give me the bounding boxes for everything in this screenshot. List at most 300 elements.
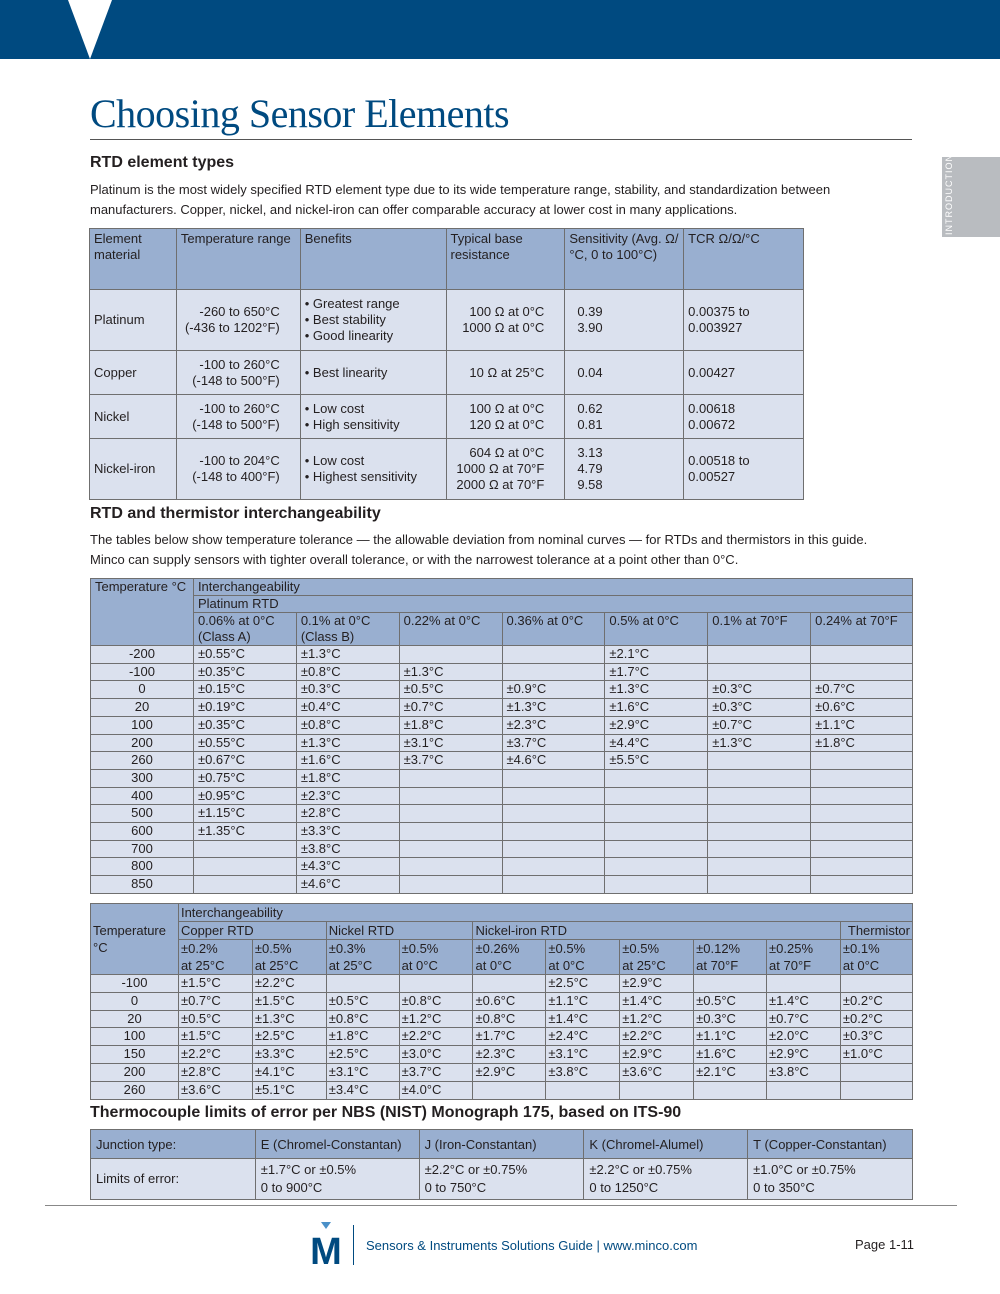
table-cell [708, 876, 811, 894]
column-header: TCR Ω/Ω/°C [684, 229, 804, 290]
table-cell: ±2.9°C [620, 975, 694, 993]
table-cell: ±2.3°C [296, 787, 399, 805]
temperature-cell: 800 [91, 858, 194, 876]
table-cell: ±1.8°C [326, 1028, 399, 1046]
temperature-cell: 200 [91, 734, 194, 752]
page-title: Choosing Sensor Elements [90, 91, 510, 136]
temperature-cell: 850 [91, 876, 194, 894]
group-header: Interchangeability [193, 579, 912, 596]
temperature-cell: 20 [91, 699, 194, 717]
table-cell: ±2.8°C [296, 805, 399, 823]
table-cell: ±3.3°C [252, 1046, 326, 1064]
table-cell [399, 823, 502, 841]
table-cell: ±0.55°C [193, 646, 296, 664]
thermocouple-table [90, 1129, 913, 1200]
table-cell [502, 787, 605, 805]
section-heading-interchangeability: RTD and thermistor interchangeability [90, 505, 381, 522]
table-cell [811, 840, 913, 858]
table-row [90, 439, 804, 500]
minco-logo-icon [308, 1222, 344, 1266]
table-cell: ±3.8°C [296, 840, 399, 858]
table-row [91, 858, 913, 876]
table-row [91, 1063, 913, 1081]
table-cell: ±1.1°C [811, 716, 913, 734]
table-cell: ±1.7°C [605, 663, 708, 681]
column-header: Typical base resistance [446, 229, 565, 290]
table-cell: ±2.9°C [620, 1046, 694, 1064]
table-cell: ±2.0°C [767, 1028, 841, 1046]
table-cell: ±3.7°C [399, 752, 502, 770]
material-cell: Nickel-iron [90, 439, 177, 500]
table-cell: ±3.1°C [546, 1046, 620, 1064]
temperature-cell: 600 [91, 823, 194, 841]
table-cell [502, 769, 605, 787]
column-header: Sensitivity (Avg. Ω/°C, 0 to 100°C) [565, 229, 684, 290]
table-cell: ±3.8°C [767, 1063, 841, 1081]
top-banner [0, 0, 1000, 59]
table-cell: ±1.7°C [473, 1028, 546, 1046]
table-cell [811, 805, 913, 823]
temperature-cell: 100 [91, 1028, 179, 1046]
table-cell: ±2.5°C [252, 1028, 326, 1046]
side-tab [942, 154, 1000, 237]
table-cell [708, 769, 811, 787]
table-cell: 10 Ω at 25°C [446, 351, 565, 395]
table-row [91, 681, 913, 699]
temperature-cell: -100 [91, 663, 194, 681]
section-heading-thermocouple: Thermocouple limits of error per NBS (NIST) Monograph 175, based on ITS-90 [90, 1104, 682, 1121]
footer-rule [45, 1205, 957, 1206]
table-cell [767, 975, 841, 993]
table-cell [811, 787, 913, 805]
table-cell: ±0.8°C [296, 663, 399, 681]
table-cell: ±0.7°C [399, 699, 502, 717]
table-cell: 0.04 [565, 351, 684, 395]
table-cell [193, 876, 296, 894]
table-cell: ±2.8°C [178, 1063, 252, 1081]
column-header: ±0.5% at 0°C [399, 940, 473, 975]
column-header: Element material [90, 229, 177, 290]
column-header: 0.24% at 70°F [811, 613, 913, 646]
table-cell: ±1.1°C [694, 1028, 767, 1046]
table-cell: ±1.7°C or ±0.5% 0 to 900°C [255, 1159, 419, 1200]
table-cell [708, 823, 811, 841]
table-cell: ±0.6°C [473, 992, 546, 1010]
column-header: Junction type: [91, 1130, 256, 1159]
banner-notch-icon [68, 0, 112, 59]
column-header: 0.1% at 70°F [708, 613, 811, 646]
table-cell: ±0.8°C [399, 992, 473, 1010]
table-cell [605, 787, 708, 805]
table-cell [708, 805, 811, 823]
table-cell [694, 1081, 767, 1099]
table-cell [840, 1081, 912, 1099]
table-cell: ±2.2°C [252, 975, 326, 993]
table-cell: ±2.1°C [605, 646, 708, 664]
table-cell: ±2.2°C [399, 1028, 473, 1046]
temperature-cell: 300 [91, 769, 194, 787]
table-cell: ±1.8°C [399, 716, 502, 734]
table-cell [399, 769, 502, 787]
row-label: Limits of error: [91, 1159, 256, 1200]
table-cell: ±4.6°C [296, 876, 399, 894]
table-cell: ±1.8°C [296, 769, 399, 787]
table-cell: ±1.3°C [502, 699, 605, 717]
table-cell: ±0.6°C [811, 699, 913, 717]
table-cell: ±1.3°C [296, 646, 399, 664]
material-cell: Platinum [90, 290, 177, 351]
column-header: ±0.5% at 25°C [620, 940, 694, 975]
table-cell: ±1.6°C [296, 752, 399, 770]
table-cell: -260 to 650°C (-436 to 1202°F) [176, 290, 300, 351]
temperature-cell: 400 [91, 787, 194, 805]
table-cell [605, 823, 708, 841]
page-number: Page 1-11 [855, 1237, 915, 1252]
table-row [91, 805, 913, 823]
table-cell [811, 752, 913, 770]
table-cell: ±4.0°C [399, 1081, 473, 1099]
table-row [91, 1081, 913, 1099]
section-heading-rtd-types: RTD element types [90, 154, 235, 171]
table-cell [473, 975, 546, 993]
table-cell: ±1.2°C [620, 1010, 694, 1028]
table-cell: ±2.5°C [546, 975, 620, 993]
table-cell: ±1.3°C [605, 681, 708, 699]
table-header-row [90, 229, 804, 290]
table-cell [811, 663, 913, 681]
table-cell [708, 663, 811, 681]
table-cell [399, 646, 502, 664]
table-cell: ±3.4°C [326, 1081, 399, 1099]
section-intro-interchangeability: The tables below show temperature tolerance — the allowable deviation from nominal curves — for RTDs and thermistors in this guide. Minco can supply sensors with tighter overall tolerance, or with the narrowest tolerance at a point other than 0°C. [90, 532, 868, 567]
table-row [90, 395, 804, 439]
table-cell: 100 Ω at 0°C 1000 Ω at 0°C [446, 290, 565, 351]
table-cell: ±4.6°C [502, 752, 605, 770]
table-cell: ±0.7°C [178, 992, 252, 1010]
table-cell: ±1.15°C [193, 805, 296, 823]
table-cell: ±3.1°C [399, 734, 502, 752]
table-cell: ±0.75°C [193, 769, 296, 787]
table-row [91, 769, 913, 787]
table-cell [694, 975, 767, 993]
table-cell: ±2.3°C [502, 716, 605, 734]
column-header: Benefits [300, 229, 446, 290]
table-cell: ±1.0°C [840, 1046, 912, 1064]
table-cell: ±3.1°C [326, 1063, 399, 1081]
table-row [91, 975, 913, 993]
table-cell [605, 805, 708, 823]
table-cell: ±0.2°C [840, 992, 912, 1010]
table-cell: ±0.5°C [326, 992, 399, 1010]
table-cell: ±1.3°C [296, 734, 399, 752]
table-cell: ±3.0°C [399, 1046, 473, 1064]
table-cell [605, 858, 708, 876]
table-cell: ±1.3°C [252, 1010, 326, 1028]
table-cell: ±2.4°C [546, 1028, 620, 1046]
column-header: T (Copper-Constantan) [748, 1130, 913, 1159]
table-cell: ±2.3°C [473, 1046, 546, 1064]
table-cell [399, 975, 473, 993]
table-row [91, 734, 913, 752]
table-row [91, 752, 913, 770]
table-cell: ±1.4°C [620, 992, 694, 1010]
table-cell: ±4.3°C [296, 858, 399, 876]
table-cell [546, 1081, 620, 1099]
table-cell [502, 646, 605, 664]
table-cell: ±0.67°C [193, 752, 296, 770]
temperature-header: Temperature °C [91, 579, 194, 646]
table-cell: 0.62 0.81 [565, 395, 684, 439]
table-cell: ±0.3°C [708, 699, 811, 717]
table-cell [399, 876, 502, 894]
table-cell: ±3.6°C [620, 1063, 694, 1081]
sub-header: Platinum RTD [193, 596, 912, 613]
table-cell: ±0.15°C [193, 681, 296, 699]
table-cell: -100 to 260°C (-148 to 500°F) [176, 395, 300, 439]
table-cell: ±1.3°C [399, 663, 502, 681]
table-cell [708, 646, 811, 664]
table-row [91, 663, 913, 681]
temperature-cell: 100 [91, 716, 194, 734]
table-cell: ±1.6°C [605, 699, 708, 717]
footer-divider [353, 1225, 354, 1265]
column-header: 0.5% at 0°C [605, 613, 708, 646]
table-row [91, 1159, 913, 1200]
table-row [91, 699, 913, 717]
table-cell [473, 1081, 546, 1099]
table-row [91, 716, 913, 734]
table-cell: ±0.3°C [840, 1028, 912, 1046]
table-cell [605, 840, 708, 858]
table-cell: ±0.2°C [840, 1010, 912, 1028]
table-cell: ±0.7°C [767, 1010, 841, 1028]
table-cell: ±0.3°C [708, 681, 811, 699]
table-cell: 100 Ω at 0°C 120 Ω at 0°C [446, 395, 565, 439]
table-cell: ±4.1°C [252, 1063, 326, 1081]
column-header: ±0.5% at 25°C [252, 940, 326, 975]
table-cell [605, 876, 708, 894]
table-cell: ±3.6°C [178, 1081, 252, 1099]
table-cell [399, 805, 502, 823]
temperature-cell: 0 [91, 992, 179, 1010]
column-header: ±0.26% at 0°C [473, 940, 546, 975]
table-row [91, 787, 913, 805]
temperature-header: Temperature °C [91, 904, 179, 975]
table-cell: ±1.5°C [178, 975, 252, 993]
table-cell: ±1.5°C [252, 992, 326, 1010]
table-cell [767, 1081, 841, 1099]
table-row [91, 646, 913, 664]
platinum-interchangeability-table [90, 578, 913, 894]
group-nickel: Nickel RTD [326, 922, 473, 940]
table-cell [193, 840, 296, 858]
table-cell: ±0.35°C [193, 663, 296, 681]
table-cell [399, 858, 502, 876]
table-row [91, 1046, 913, 1064]
table-cell: ±0.7°C [811, 681, 913, 699]
table-cell: ±2.2°C [620, 1028, 694, 1046]
table-cell [502, 876, 605, 894]
table-cell: ±1.2°C [399, 1010, 473, 1028]
table-cell: • Low cost • Highest sensitivity [300, 439, 446, 500]
table-cell [811, 876, 913, 894]
table-cell: ±0.35°C [193, 716, 296, 734]
section-intro-rtd-types: Platinum is the most widely specified RTD element type due to its wide temperature range, stability, and standardization between manufacturers. Copper, nickel, and nickel-iron can offer comparable accuracy at lower cost in many applications. [90, 182, 831, 217]
table-cell: ±2.9°C [473, 1063, 546, 1081]
column-header: ±0.25% at 70°F [767, 940, 841, 975]
group-copper: Copper RTD [178, 922, 326, 940]
title-rule [90, 139, 912, 140]
table-cell: ±2.9°C [605, 716, 708, 734]
table-cell: ±1.4°C [767, 992, 841, 1010]
column-header: ±0.3% at 25°C [326, 940, 399, 975]
temperature-cell: -200 [91, 646, 194, 664]
table-cell [193, 858, 296, 876]
table-cell: 0.00427 [684, 351, 804, 395]
temperature-cell: 20 [91, 1010, 179, 1028]
table-cell: ±0.8°C [326, 1010, 399, 1028]
table-cell: ±2.2°C or ±0.75% 0 to 750°C [419, 1159, 584, 1200]
column-header: ±0.1% at 0°C [840, 940, 912, 975]
table-row [90, 290, 804, 351]
column-header: ±0.12% at 70°F [694, 940, 767, 975]
material-cell: Nickel [90, 395, 177, 439]
column-header: J (Iron-Constantan) [419, 1130, 584, 1159]
table-cell: ±1.35°C [193, 823, 296, 841]
table-cell: ±0.8°C [296, 716, 399, 734]
table-cell: ±1.1°C [546, 992, 620, 1010]
table-cell: ±2.2°C [178, 1046, 252, 1064]
table-cell: ±0.3°C [694, 1010, 767, 1028]
temperature-cell: 0 [91, 681, 194, 699]
column-header: K (Chromel-Alumel) [584, 1130, 748, 1159]
column-header: 0.36% at 0°C [502, 613, 605, 646]
column-header: ±0.5% at 0°C [546, 940, 620, 975]
table-cell: ±2.5°C [326, 1046, 399, 1064]
group-nickel-iron: Nickel-iron RTD [473, 922, 840, 940]
table-cell: ±0.19°C [193, 699, 296, 717]
column-header: E (Chromel-Constantan) [255, 1130, 419, 1159]
table-cell: ±2.1°C [694, 1063, 767, 1081]
group-header: Interchangeability [178, 904, 912, 922]
table-cell [399, 787, 502, 805]
table-cell [502, 840, 605, 858]
table-cell: ±1.5°C [178, 1028, 252, 1046]
table-cell: ±3.8°C [546, 1063, 620, 1081]
table-row [91, 876, 913, 894]
column-header: 0.06% at 0°C (Class A) [193, 613, 296, 646]
temperature-cell: 260 [91, 1081, 179, 1099]
table-cell: ±2.9°C [767, 1046, 841, 1064]
table-cell: ±4.4°C [605, 734, 708, 752]
table-cell: ±3.7°C [399, 1063, 473, 1081]
table-row [91, 992, 913, 1010]
table-cell: ±0.5°C [399, 681, 502, 699]
table-cell [708, 752, 811, 770]
rtd-element-table [89, 228, 804, 500]
table-cell [840, 975, 912, 993]
table-cell: ±0.7°C [708, 716, 811, 734]
table-row [91, 1028, 913, 1046]
column-header: 0.1% at 0°C (Class B) [296, 613, 399, 646]
table-cell: 0.00618 0.00672 [684, 395, 804, 439]
footer-text: Sensors & Instruments Solutions Guide | www.minco.com [366, 1238, 698, 1253]
table-cell [708, 858, 811, 876]
table-cell [502, 805, 605, 823]
material-cell: Copper [90, 351, 177, 395]
temperature-cell: 260 [91, 752, 194, 770]
table-cell [502, 858, 605, 876]
table-cell: ±1.8°C [811, 734, 913, 752]
table-cell: 0.39 3.90 [565, 290, 684, 351]
table-cell: ±2.2°C or ±0.75% 0 to 1250°C [584, 1159, 748, 1200]
table-cell: ±0.55°C [193, 734, 296, 752]
column-header: Temperature range [176, 229, 300, 290]
table-cell: • Greatest range • Best stability • Good linearity [300, 290, 446, 351]
table-cell [811, 823, 913, 841]
temperature-cell: 500 [91, 805, 194, 823]
table-cell: • Low cost • High sensitivity [300, 395, 446, 439]
table-cell: -100 to 260°C (-148 to 500°F) [176, 351, 300, 395]
table-row [91, 840, 913, 858]
table-cell [840, 1063, 912, 1081]
table-cell: ±0.8°C [473, 1010, 546, 1028]
table-cell: ±0.9°C [502, 681, 605, 699]
group-thermistor: Thermistor [840, 922, 912, 940]
table-cell [502, 823, 605, 841]
table-cell: 0.00518 to 0.00527 [684, 439, 804, 500]
table-cell [811, 646, 913, 664]
table-cell: ±3.7°C [502, 734, 605, 752]
table-cell: 3.13 4.79 9.58 [565, 439, 684, 500]
logo-letter: M [310, 1231, 342, 1266]
table-cell [811, 858, 913, 876]
table-cell: -100 to 204°C (-148 to 400°F) [176, 439, 300, 500]
temperature-cell: -100 [91, 975, 179, 993]
table-cell: ±5.5°C [605, 752, 708, 770]
table-row [91, 823, 913, 841]
table-cell: ±0.5°C [178, 1010, 252, 1028]
table-cell [605, 769, 708, 787]
table-cell [811, 769, 913, 787]
table-cell: ±1.4°C [546, 1010, 620, 1028]
temperature-cell: 700 [91, 840, 194, 858]
temperature-cell: 150 [91, 1046, 179, 1064]
table-cell [620, 1081, 694, 1099]
table-cell [708, 840, 811, 858]
column-header: ±0.2% at 25°C [178, 940, 252, 975]
column-header: 0.22% at 0°C [399, 613, 502, 646]
table-cell [399, 840, 502, 858]
table-cell: ±0.3°C [296, 681, 399, 699]
table-cell: 604 Ω at 0°C 1000 Ω at 70°F 2000 Ω at 70°F [446, 439, 565, 500]
table-cell: ±5.1°C [252, 1081, 326, 1099]
side-tab-label: INTRODUCTION [944, 154, 954, 235]
table-row [90, 351, 804, 395]
table-cell: ±0.5°C [694, 992, 767, 1010]
table-cell: ±1.0°C or ±0.75% 0 to 350°C [748, 1159, 913, 1200]
table-cell [502, 663, 605, 681]
table-cell: ±3.3°C [296, 823, 399, 841]
temperature-cell: 200 [91, 1063, 179, 1081]
table-cell [708, 787, 811, 805]
table-cell [326, 975, 399, 993]
table-cell: • Best linearity [300, 351, 446, 395]
table-cell: ±0.95°C [193, 787, 296, 805]
table-cell: ±1.3°C [708, 734, 811, 752]
table-row [91, 1010, 913, 1028]
table-cell: 0.00375 to 0.003927 [684, 290, 804, 351]
